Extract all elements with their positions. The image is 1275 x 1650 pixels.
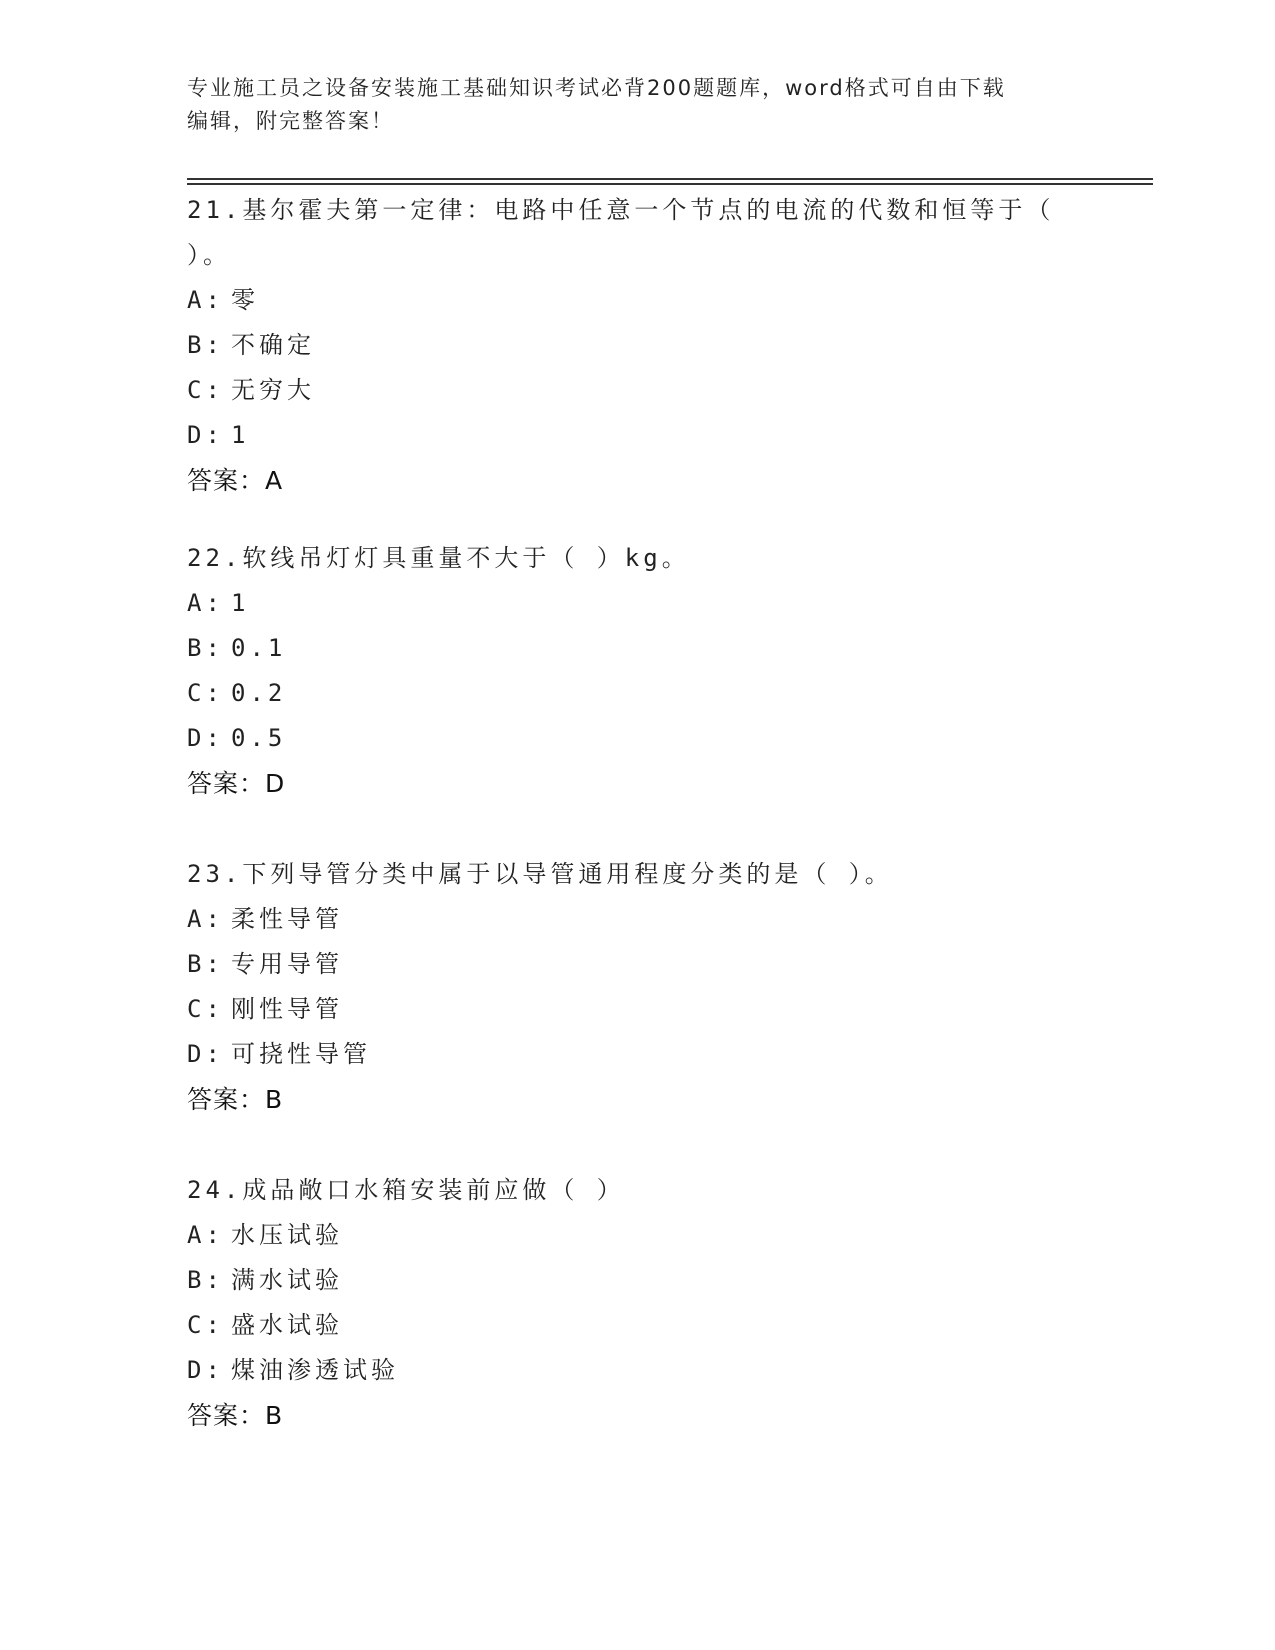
option-letter: A: [187, 1221, 224, 1249]
option-text: 满水试验 [231, 1266, 343, 1294]
question-23 [187, 852, 1087, 1122]
option-a [187, 278, 1087, 323]
header-divider-bottom [187, 183, 1153, 185]
option-text: 1 [231, 589, 250, 617]
option-d [187, 716, 1087, 761]
answer-label: 答案： [187, 769, 266, 798]
option-letter: B: [187, 634, 224, 662]
question-stem: 23.下列导管分类中属于以导管通用程度分类的是（ ）。 [187, 860, 893, 888]
option-text: 0.1 [231, 634, 287, 662]
option-letter: C: [187, 376, 224, 404]
answer-value: B [265, 1401, 284, 1430]
answer-value: B [265, 1085, 284, 1114]
option-a [187, 581, 1087, 626]
answer-value: D [265, 769, 286, 798]
option-b [187, 942, 1087, 987]
question-stem: 22.软线吊灯灯具重量不大于（ ）kg。 [187, 544, 690, 572]
option-letter: D: [187, 1040, 224, 1068]
answer-line [187, 1393, 1087, 1438]
option-text: 水压试验 [231, 1221, 343, 1249]
option-text: 0.2 [231, 679, 287, 707]
option-letter: A: [187, 286, 224, 314]
option-letter: D: [187, 724, 224, 752]
option-text: 刚性导管 [231, 995, 343, 1023]
option-letter: A: [187, 589, 224, 617]
option-text: 无穷大 [231, 376, 315, 404]
question-stem: 21.基尔霍夫第一定律：电路中任意一个节点的电流的代数和恒等于（ ）。 [187, 196, 1073, 269]
option-text: 1 [231, 421, 250, 449]
header-line-2: 编辑，附完整答案！ [187, 109, 394, 133]
option-letter: C: [187, 995, 224, 1023]
option-text: 盛水试验 [231, 1311, 343, 1339]
option-text: 零 [231, 286, 259, 314]
answer-value: A [265, 466, 284, 495]
question-22 [187, 536, 1087, 806]
option-letter: B: [187, 1266, 224, 1294]
option-letter: D: [187, 1356, 224, 1384]
header-line-1: 专业施工员之设备安装施工基础知识考试必背200题题库，word格式可自由下载 [187, 76, 1006, 100]
document-header [187, 72, 1067, 138]
option-b [187, 626, 1087, 671]
option-c [187, 1303, 1087, 1348]
option-a [187, 897, 1087, 942]
option-d [187, 1032, 1087, 1077]
option-text: 可挠性导管 [231, 1040, 371, 1068]
option-d [187, 1348, 1087, 1393]
answer-line [187, 761, 1087, 806]
option-text: 专用导管 [231, 950, 343, 978]
option-b [187, 1258, 1087, 1303]
question-stem: 24.成品敞口水箱安装前应做（ ） [187, 1176, 625, 1204]
option-c [187, 368, 1087, 413]
option-letter: A: [187, 905, 224, 933]
header-divider-top [187, 178, 1153, 180]
option-b [187, 323, 1087, 368]
question-21 [187, 188, 1087, 503]
answer-label: 答案： [187, 466, 266, 495]
option-letter: B: [187, 331, 224, 359]
option-d [187, 413, 1087, 458]
answer-label: 答案： [187, 1085, 266, 1114]
option-text: 不确定 [231, 331, 315, 359]
answer-label: 答案： [187, 1401, 266, 1430]
option-letter: C: [187, 679, 224, 707]
option-text: 柔性导管 [231, 905, 343, 933]
answer-line [187, 458, 1087, 503]
question-24 [187, 1168, 1087, 1438]
option-c [187, 987, 1087, 1032]
option-letter: D: [187, 421, 224, 449]
option-letter: C: [187, 1311, 224, 1339]
option-text: 0.5 [231, 724, 287, 752]
option-text: 煤油渗透试验 [231, 1356, 399, 1384]
option-a [187, 1213, 1087, 1258]
option-letter: B: [187, 950, 224, 978]
option-c [187, 671, 1087, 716]
answer-line [187, 1077, 1087, 1122]
